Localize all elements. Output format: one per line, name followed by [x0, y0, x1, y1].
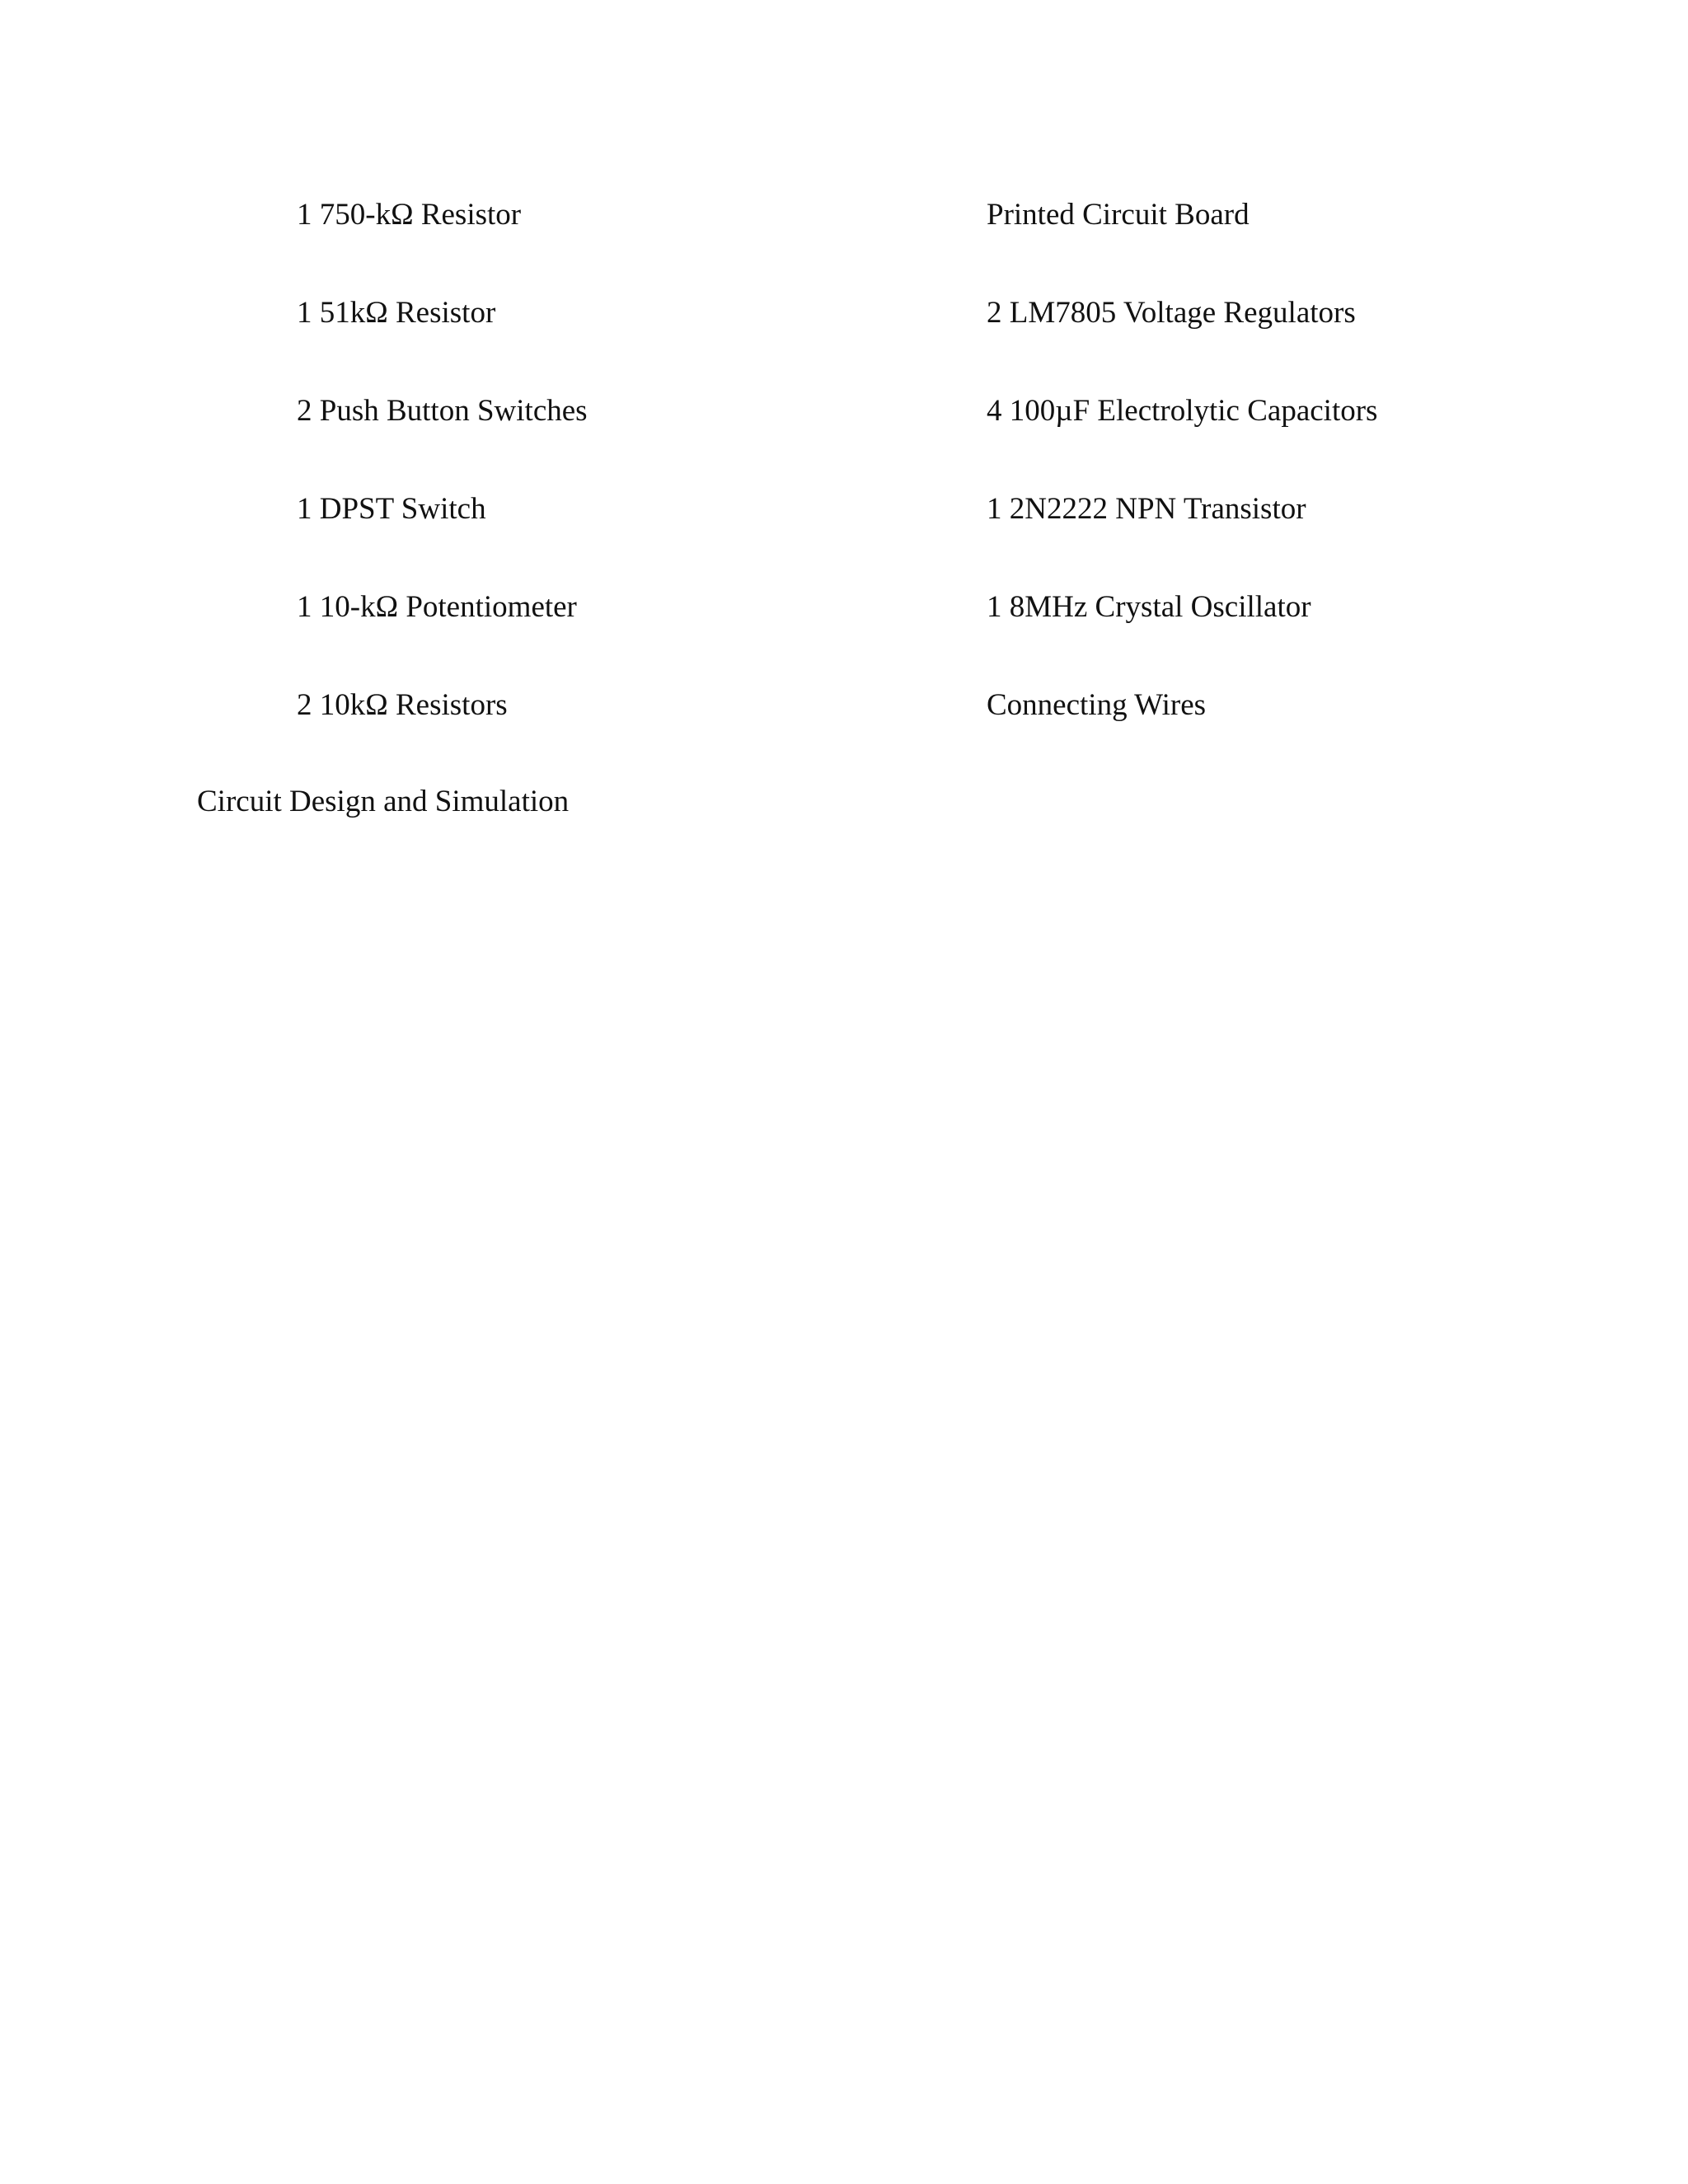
list-item: Connecting Wires — [987, 688, 1207, 722]
list-item: 2 Push Button Switches — [297, 394, 588, 428]
list-item: Printed Circuit Board — [987, 198, 1250, 232]
list-item: 2 LM7805 Voltage Regulators — [987, 296, 1356, 330]
list-item: 1 8MHz Crystal Oscillator — [987, 590, 1311, 624]
list-item: 1 10-kΩ Potentiometer — [297, 590, 577, 624]
section-heading: Circuit Design and Simulation — [197, 785, 570, 818]
component-list-right — [987, 191, 1613, 780]
list-item: 1 750-kΩ Resistor — [297, 198, 522, 232]
list-item: 2 10kΩ Resistors — [297, 688, 508, 722]
list-item: 1 51kΩ Resistor — [297, 296, 496, 330]
component-list-left — [297, 191, 923, 780]
list-item: 1 DPST Switch — [297, 492, 486, 526]
list-item: 4 100µF Electrolytic Capacitors — [987, 394, 1378, 428]
list-item: 1 2N2222 NPN Transistor — [987, 492, 1306, 526]
